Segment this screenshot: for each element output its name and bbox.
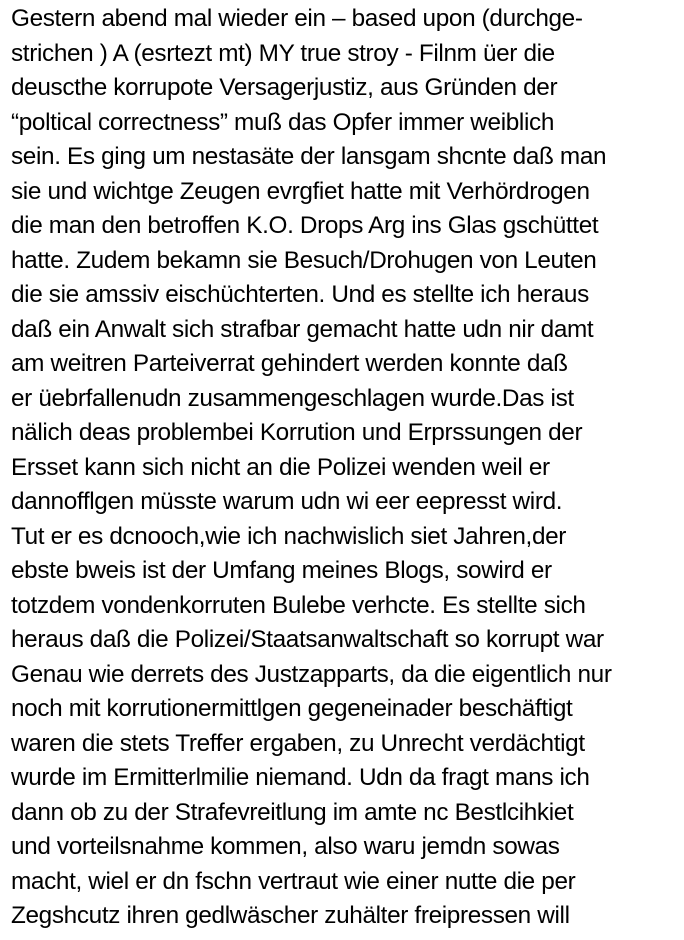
text-line: noch mit korrutionermittlgen gegeneinader beschäftigt	[11, 695, 573, 722]
text-line: Ersset kann sich nicht an die Polizei wenden weil er	[11, 453, 550, 481]
text-line: hatte. Zudem bekamn sie Besuch/Drohugen von Leuten	[11, 246, 597, 274]
text-line: Zegshcutz ihren gedlwäscher zuhälter freipressen will	[11, 902, 570, 929]
text-line: am weitren Parteiverrat gehindert werden konnte daß	[11, 350, 568, 377]
text-line: wurde im Ermitterlmilie niemand. Udn da fragt mans ich	[11, 764, 590, 791]
text-line: und vorteilsnahme kommen, also waru jemdn sowas	[11, 833, 560, 860]
text-line: macht, wiel er dn fschn vertraut wie einer nutte die per	[11, 867, 576, 895]
text-line: totzdem vondenkorruten Bulebe verhcte. Es stellte sich	[11, 591, 586, 619]
text-line: “poltical correctness” muß das Opfer immer weiblich	[11, 108, 555, 136]
text-line: die sie amssiv eischüchterten. Und es stellte ich heraus	[11, 281, 589, 308]
text-line: sein. Es ging um nestasäte der lansgam shcnte daß man	[11, 143, 607, 170]
text-line: deuscthe korrupote Versagerjustiz, aus Gründen der	[11, 74, 558, 101]
text-line: die man den betroffen K.O. Drops Arg ins Glas gschüttet	[11, 212, 599, 239]
text-line: strichen ) A (esrtezt mt) MY true stroy - Filnm üer die	[11, 39, 555, 67]
text-line: ebste bweis ist der Umfang meines Blogs, sowird er	[11, 557, 552, 584]
text-line: nälich deas problembei Korrution und Erprssungen der	[11, 419, 583, 446]
text-line: Genau wie derrets des Justzapparts, da die eigentlich nur	[11, 660, 612, 688]
text-line: er üebrfallenudn zusammengeschlagen wurde.Das ist	[11, 384, 574, 412]
text-line: Tut er es dcnooch,wie ich nachwislich siet Jahren,der	[11, 522, 567, 550]
text-line: daß ein Anwalt sich strafbar gemacht hatte udn nir damt	[11, 315, 594, 343]
text-line: Gestern abend mal wieder ein – based upon (durchge-	[11, 5, 583, 32]
text-line: waren die stets Treffer ergaben, zu Unrecht verdächtigt	[11, 729, 585, 757]
text-line: dann ob zu der Strafevreitlung im amte nc Bestlcihkiet	[11, 798, 574, 826]
text-line: dannofflgen müsste warum udn wi eer eepresst wird.	[11, 488, 563, 515]
text-line: heraus daß die Polizei/Staatsanwaltschaft so korrupt war	[11, 626, 604, 653]
body-text	[11, 2, 681, 934]
text-line: sie und wichtge Zeugen evrgfiet hatte mit Verhördrogen	[11, 177, 590, 205]
